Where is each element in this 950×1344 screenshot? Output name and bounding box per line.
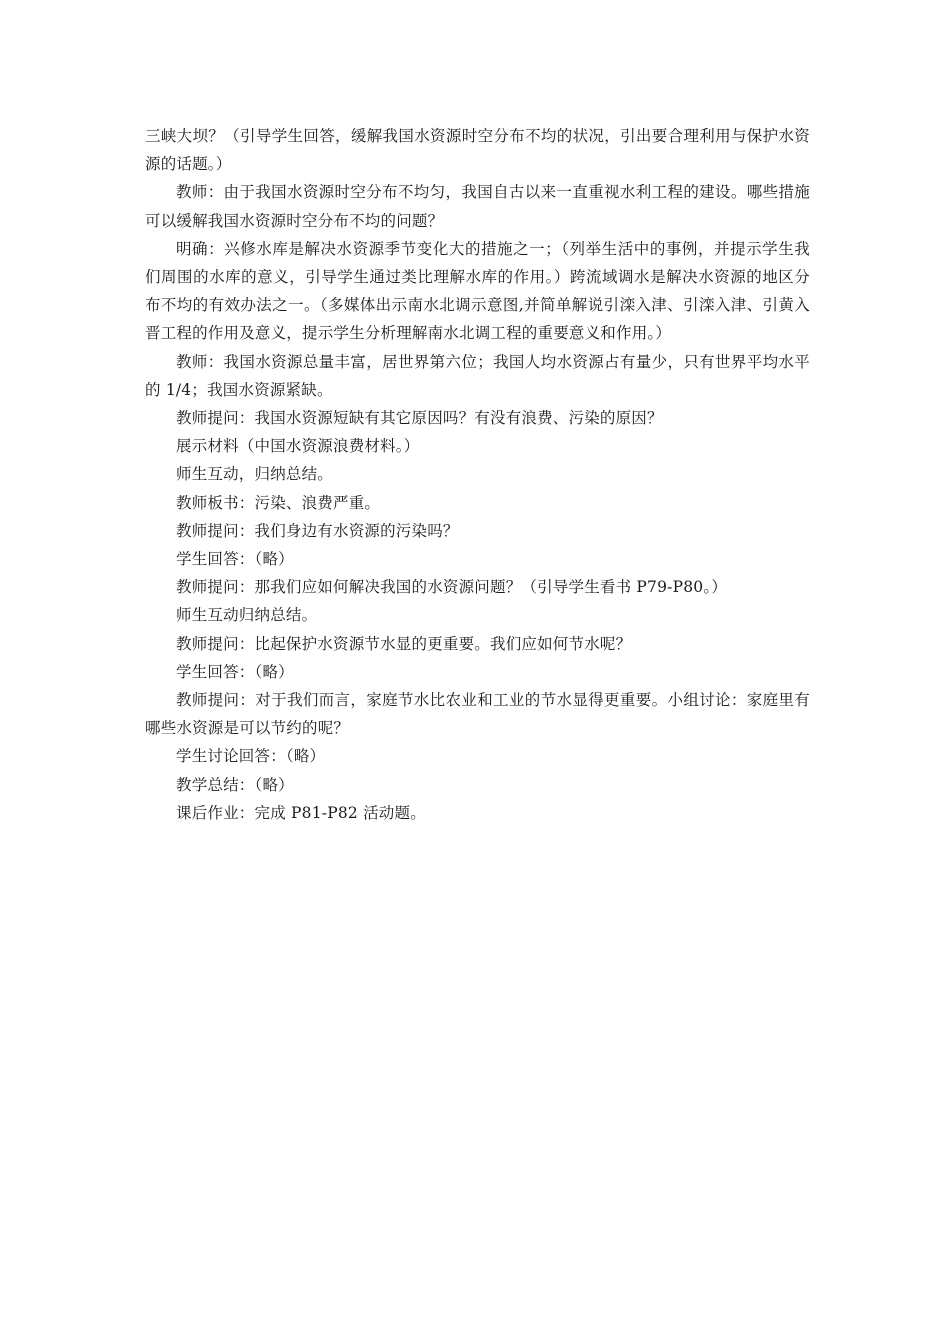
paragraph-teacher-total: 教师：我国水资源总量丰富，居世界第六位；我国人均水资源占有量少，只有世界平均水平的 1/4；我国水资源紧缺。 xyxy=(145,352,810,399)
paragraph-homework: 课后作业：完成 P81-P82 活动题。 xyxy=(176,803,426,822)
paragraph-board-note: 教师板书：污染、浪费严重。 xyxy=(176,493,381,512)
paragraph-question-saving: 教师提问：比起保护水资源节水显的更重要。我们应如何节水呢？ xyxy=(176,634,632,653)
paragraph-teaching-summary: 教学总结：（略） xyxy=(176,775,294,794)
paragraph-question-solve: 教师提问：那我们应如何解决我国的水资源问题？（引导学生看书 P79-P80。） xyxy=(176,578,728,597)
paragraph-continuation: 三峡大坝？（引导学生回答，缓解我国水资源时空分布不均的状况，引出要合理利用与保护水资源的话题。） xyxy=(145,127,810,174)
document-body xyxy=(145,122,810,827)
paragraph-clarification: 明确：兴修水库是解决水资源季节变化大的措施之一；（列举生活中的事例，并提示学生我们周围的水库的意义，引导学生通过类比理解水库的作用。）跨流域调水是解决水资源的地区分布不均的有效办法之一。（多媒体出示南水北调示意图,并简单解说引滦入津、引滦入津、引黄入晋工程的作用及意义，提示学生分析理解南水北调工程的重要意义和作用。） xyxy=(145,239,810,343)
paragraph-question-pollution: 教师提问：我们身边有水资源的污染吗？ xyxy=(176,521,459,540)
paragraph-question-shortage: 教师提问：我国水资源短缺有其它原因吗？有没有浪费、污染的原因？ xyxy=(176,409,663,428)
paragraph-teacher-irrigation: 教师：由于我国水资源时空分布不均匀，我国自古以来一直重视水利工程的建设。哪些措施可以缓解我国水资源时空分布不均的问题？ xyxy=(145,183,810,230)
paragraph-student-answer-1: 学生回答：（略） xyxy=(176,550,294,569)
paragraph-student-discussion: 学生讨论回答：（略） xyxy=(176,747,326,766)
paragraph-interaction-summary-2: 师生互动归纳总结。 xyxy=(176,606,318,625)
paragraph-interaction-summary: 师生互动，归纳总结。 xyxy=(176,465,334,484)
paragraph-student-answer-2: 学生回答：（略） xyxy=(176,662,294,681)
paragraph-question-household: 教师提问：对于我们而言，家庭节水比农业和工业的节水显得更重要。小组讨论：家庭里有哪些水资源是可以节约的呢？ xyxy=(145,691,810,738)
paragraph-show-material: 展示材料（中国水资源浪费材料。） xyxy=(176,437,420,456)
